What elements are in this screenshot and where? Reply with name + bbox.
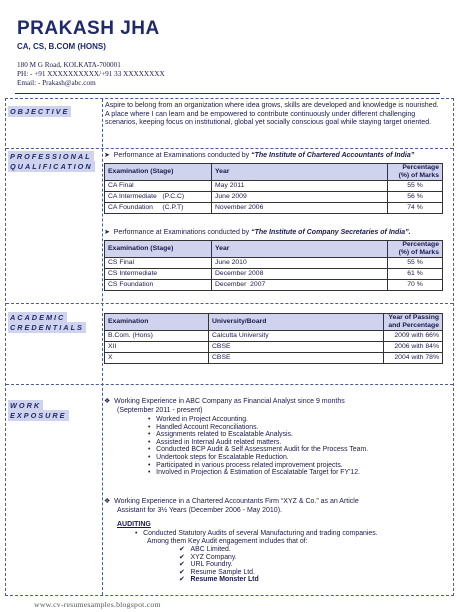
table-header: University/Board: [209, 314, 384, 331]
academic-table: [104, 313, 443, 364]
table-header: Year: [212, 241, 388, 258]
checkmark-icon: ✔: [179, 553, 185, 561]
list-item: • Involved in Projection & Estimation of Escalatable Target for FY'12.: [148, 469, 360, 477]
table-header: Examination (Stage): [105, 164, 212, 181]
dot-bullet-icon: •: [148, 438, 151, 446]
objective-label: OBJECTIVE: [10, 107, 70, 116]
arrow-bullet-icon: ➤: [104, 229, 110, 236]
client-list: [179, 546, 259, 584]
list-item: ✔ URL Foundry.: [179, 561, 233, 569]
dot-bullet-icon: •: [148, 431, 151, 439]
arrow-bullet-icon: ➤: [104, 152, 110, 159]
candidate-qualifications: CA, CS, B.COM (HONS): [17, 42, 106, 51]
table-header: Percentage (%) of Marks: [388, 164, 443, 181]
list-item: • Handled Account Reconciliations.: [148, 423, 259, 431]
job1-period: (September 2011 - present): [117, 407, 203, 414]
section-divider: [6, 384, 453, 385]
address: 180 M G Road, KOLKATA-700001: [17, 61, 121, 69]
phone: PH: - +91 XXXXXXXXXX/+91 33 XXXXXXXX: [17, 70, 165, 78]
credentials-label: CREDENTIALS: [10, 323, 84, 332]
list-item: ✔ Resume Monster Ltd: [179, 576, 259, 584]
footer-website: www.cv-resumesamples.blogspot.com: [34, 600, 161, 609]
table-header: Examination (Stage): [105, 241, 212, 258]
cs-results-table: [104, 240, 443, 291]
dot-bullet-icon: •: [148, 416, 151, 423]
table-row: CA Intermediate (P.C.C) June 2009 56 %: [105, 192, 443, 203]
dot-bullet-icon: •: [148, 446, 151, 454]
job2-heading: ❖ Working Experience in a Chartered Accountants Firm “XYZ & Co.” as an Article: [104, 498, 359, 505]
table-row: CA Foundation (C.P.T) November 2006 74 %: [105, 203, 443, 214]
table-header: Percentage (%) of Marks: [388, 241, 443, 258]
list-item: • Conducted BCP Audit & Self Assessment Audit for the Process Team.: [148, 446, 369, 454]
list-item: ✔ XYZ Company.: [179, 553, 237, 561]
list-item: • Assisted in Internal Audit related matters.: [148, 438, 282, 446]
table-header: Year of Passing and Percentage: [384, 314, 443, 331]
auditing-heading: AUDITING: [117, 521, 151, 528]
table-row: B.Com. (Hons) Calcutta University 2009 with 66%: [105, 331, 443, 342]
list-item: • Undertook steps for Escalatable Reduction.: [148, 453, 289, 461]
table-header: Year: [212, 164, 388, 181]
professional-label: PROFESSIONAL: [10, 152, 92, 161]
checkmark-icon: ✔: [179, 576, 185, 584]
ca-institute: “The Institute of Chartered Accountants of India”: [251, 152, 415, 159]
job1-duties: [148, 416, 368, 477]
checkmark-icon: ✔: [179, 568, 185, 576]
section-divider: [6, 148, 453, 149]
job1-heading: ❖ Working Experience in ABC Company as Financial Analyst since 9 months: [104, 398, 345, 405]
diamond-bullet-icon: ❖: [104, 498, 111, 505]
auditing-desc: • Conducted Statutory Audits of several Manufacturing and trading companies. Among them Key Audit engagement includes that of:: [135, 530, 378, 545]
header-divider: [15, 93, 440, 94]
table-row: CS Intermediate December 2008 61 %: [105, 269, 443, 280]
list-item: ✔ ABC Limited.: [179, 546, 231, 553]
dot-bullet-icon: •: [148, 461, 151, 469]
table-row: CS Foundation December 2007 70 %: [105, 280, 443, 291]
ca-results-table: [104, 163, 443, 214]
table-row: CS Final June 2010 55 %: [105, 258, 443, 269]
table-header: Examination: [105, 314, 209, 331]
list-item: • Assignments related to Escalatable Analysis.: [148, 431, 293, 439]
checkmark-icon: ✔: [179, 546, 185, 553]
academic-label: ACADEMIC: [10, 313, 66, 322]
dot-bullet-icon: •: [148, 423, 151, 431]
table-row: CA Final May 2011 55 %: [105, 181, 443, 192]
column-divider: [102, 99, 103, 595]
diamond-bullet-icon: ❖: [104, 398, 111, 405]
work-label: WORK: [10, 401, 42, 410]
candidate-name: PRAKASH JHA: [17, 18, 160, 39]
cs-intro: ➤ Performance at Examinations conducted by “The Institute of Company Secretaries of India”.: [104, 229, 411, 236]
checkmark-icon: ✔: [179, 561, 185, 569]
dot-bullet-icon: •: [148, 453, 151, 461]
job2-period: Assistant for 3½ Years (December 2006 - May 2010).: [117, 507, 282, 514]
qualification-label: QUALIFICATION: [10, 162, 93, 171]
cs-institute: “The Institute of Company Secretaries of India”.: [251, 229, 411, 236]
ca-intro: ➤ Performance at Examinations conducted by “The Institute of Chartered Accountants of India”: [104, 152, 415, 159]
section-divider: [6, 303, 453, 304]
list-item: • Worked in Project Accounting.: [148, 416, 248, 423]
dot-bullet-icon: •: [148, 469, 151, 477]
exposure-label: EXPOSURE: [10, 411, 67, 420]
table-row: X CBSE 2004 with 78%: [105, 353, 443, 364]
list-item: • Participated in various process related improvement projects.: [148, 461, 343, 469]
email: Email: - Prakash@abc.com: [17, 79, 96, 87]
objective-text: Aspire to belong from an organization where idea grows, skills are developed and knowledge is nourished. A place where I can learn and be empowered to contribute continuously under different challenging scenarios, keeping focus on institutional, global yet socially conscious goal while staying target oriented.: [105, 101, 439, 127]
list-item: ✔ Resume Sample Ltd.: [179, 568, 255, 576]
dot-bullet-icon: •: [135, 530, 138, 537]
table-row: XII CBSE 2006 with 84%: [105, 342, 443, 353]
